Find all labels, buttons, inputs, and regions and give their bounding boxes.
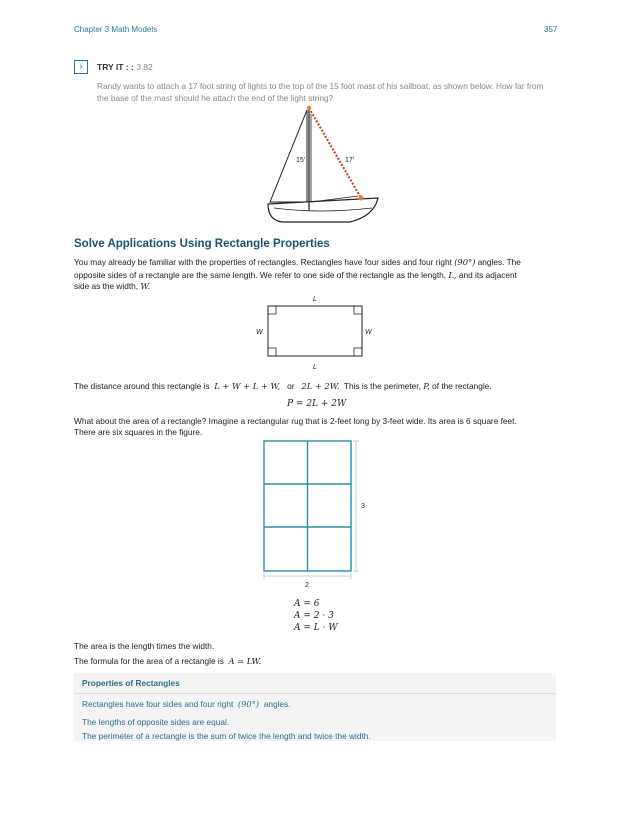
- try-it-label: [97, 62, 153, 72]
- area-formula-line: The formula for the area of a rectangle is A = LW.: [74, 656, 262, 666]
- try-it-text: TRY IT : :: [97, 62, 134, 72]
- property-item-1: Rectangles have four sides and four right (90°) angles.: [82, 699, 291, 709]
- chapter-header: Chapter 3 Math Models: [74, 25, 158, 34]
- grid-height-label: 3: [361, 503, 365, 510]
- intro-line-2: opposite sides of a rectangle are the same length. We refer to one side of the rectangle as the length, L, and its adjacent: [74, 270, 517, 280]
- property-item-2: The lengths of opposite sides are equal.: [82, 717, 230, 727]
- intro-line-3: side as the width, W.: [74, 281, 151, 291]
- string-label: 17': [345, 157, 355, 164]
- area-line-2: There are six squares in the figure.: [74, 427, 203, 437]
- rect-top-label: L: [313, 296, 317, 303]
- perimeter-formula: P = 2L + 2W: [287, 399, 347, 409]
- area-line-1: What about the area of a rectangle? Imagine a rectangular rug that is 2-feet long by 3-feet wide. Its area is 6 square feet.: [74, 416, 517, 426]
- mast-label: 15': [296, 157, 306, 164]
- grid-width-label: 2: [305, 582, 309, 589]
- area-eq-1: A = 6: [294, 599, 320, 609]
- page-number: 357: [544, 25, 558, 34]
- intro-line-1: You may already be familiar with the properties of rectangles. Rectangles have four sides and four right (90°) angles. The: [74, 257, 521, 267]
- section-title: Solve Applications Using Rectangle Properties: [74, 238, 330, 250]
- perimeter-line: The distance around this rectangle is L + W + L + W, or 2L + 2W. This is the perimeter, P, of the rectangle.: [74, 381, 492, 391]
- area-summary: The area is the length times the width.: [74, 641, 215, 651]
- try-it-number: 3.82: [136, 62, 153, 72]
- rect-bottom-label: L: [313, 364, 317, 371]
- chevron-right-icon[interactable]: ›: [74, 60, 88, 74]
- sailboat-figure: [260, 104, 385, 229]
- rect-right-label: W: [365, 329, 372, 336]
- area-eq-2: A = 2 · 3: [294, 611, 334, 621]
- try-it-problem: Randy wants to attach a 17 foot string of lights to the top of the 15 foot mast of his sailboat, as shown below. How far from the base of the mast should he attach the end of the light string?: [97, 81, 544, 103]
- rect-left-label: W: [256, 329, 263, 336]
- rectangle-figure: [250, 292, 380, 372]
- rug-grid-figure: [258, 438, 373, 593]
- properties-divider: [74, 693, 556, 694]
- properties-title: Properties of Rectangles: [82, 678, 180, 688]
- area-eq-3: A = L · W: [294, 623, 338, 633]
- property-item-3: The perimeter of a rectangle is the sum of twice the length and twice the width.: [82, 731, 371, 741]
